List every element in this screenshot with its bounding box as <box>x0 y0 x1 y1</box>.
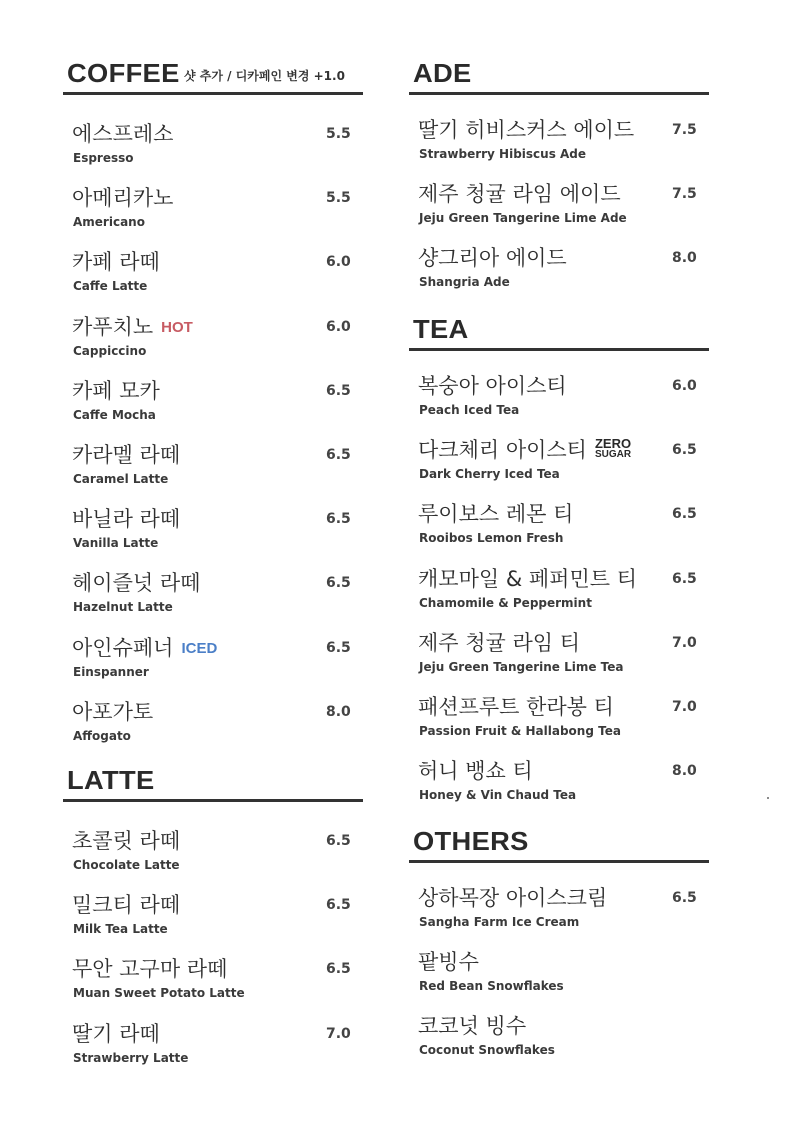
coffee-section <box>63 55 363 743</box>
item-price: 6.5 <box>326 639 351 656</box>
item-name-english: Jeju Green Tangerine Lime Ade <box>419 211 627 226</box>
menu-item-honey-and-vin-chaud-tea <box>409 755 709 815</box>
menu-item-americano <box>63 182 363 242</box>
menu-item-strawberry-hibiscus-ade <box>409 114 709 174</box>
item-price: 6.5 <box>672 890 697 906</box>
item-price: 7.5 <box>672 122 697 138</box>
menu-item-jeju-green-tangerine-lime-ade <box>409 178 709 238</box>
others-section <box>409 823 709 1058</box>
zero-sugar-tag <box>595 438 631 460</box>
menu-item-hazelnut-latte <box>63 567 363 627</box>
item-name-english: Chamomile & Peppermint <box>419 595 592 610</box>
item-name-korean-text: 다크체리 아이스티 <box>418 438 587 463</box>
item-price: 7.0 <box>672 699 697 715</box>
item-name-korean <box>418 1010 526 1040</box>
item-name-korean-text: 카푸치노 <box>72 314 154 339</box>
menu-item-chocolate-latte <box>63 825 363 885</box>
iced-tag: ICED <box>181 639 218 657</box>
shot-decaf-note: 샷 추가 / 디카페인 변경 +1.0 <box>184 69 345 83</box>
item-name-english: Dark Cherry Iced Tea <box>419 467 560 482</box>
tea-section <box>409 311 709 803</box>
tea-header <box>409 311 709 351</box>
item-price: 6.0 <box>326 254 351 271</box>
item-name-english: Cappiccino <box>73 343 147 358</box>
item-name-korean <box>418 370 567 400</box>
item-name-korean-text: 허니 뱅쇼 티 <box>418 759 533 784</box>
menu-item-rooibos-lemon-fresh <box>409 498 709 558</box>
item-price: 6.5 <box>326 897 351 914</box>
coffee-header <box>63 55 363 95</box>
item-name-korean-text: 카페 모카 <box>72 378 160 403</box>
item-name-korean <box>72 182 173 212</box>
item-name-english: Espresso <box>73 151 134 165</box>
item-name-korean <box>418 178 621 208</box>
item-name-korean <box>72 696 153 726</box>
menu-item-dark-cherry-iced-tea <box>409 434 709 494</box>
item-name-english: Vanilla Latte <box>73 536 159 551</box>
item-price: 6.5 <box>672 570 697 587</box>
menu-item-milk-tea-latte <box>63 889 363 949</box>
item-price: 7.0 <box>672 634 697 651</box>
item-price: 6.5 <box>326 447 351 463</box>
item-name-korean-text: 딸기 라떼 <box>72 1021 160 1046</box>
item-name-korean <box>72 825 180 855</box>
item-name-korean <box>418 242 567 272</box>
item-name-korean-text: 복숭아 아이스티 <box>418 374 567 398</box>
item-price: 6.5 <box>326 961 351 978</box>
item-name-korean-text: 헤이즐넛 라떼 <box>72 571 201 596</box>
others-header <box>409 823 709 863</box>
item-name-english: Caffe Latte <box>73 279 148 294</box>
item-name-english: Hazelnut Latte <box>73 600 173 615</box>
menu-item-caffe-mocha <box>63 375 363 435</box>
item-name-english: Americano <box>73 215 145 230</box>
menu-item-caffe-latte <box>63 246 363 306</box>
item-price: 6.5 <box>326 833 351 849</box>
zero-sugar-tag-line: ZERO <box>594 436 632 452</box>
item-price: 6.5 <box>326 382 351 399</box>
zero-sugar-tag-line: SUGAR <box>594 449 632 461</box>
item-name-korean-text: 밀크티 라떼 <box>72 893 181 918</box>
menu-item-espresso <box>63 118 363 178</box>
item-name-korean <box>418 563 637 593</box>
item-name-english: Milk Tea Latte <box>73 922 168 937</box>
item-name-korean-text: 카라멜 라떼 <box>72 443 181 467</box>
item-name-english: Caramel Latte <box>73 472 169 486</box>
menu-item-strawberry-latte <box>63 1018 363 1078</box>
item-name-korean-text: 무안 고구마 라떼 <box>72 957 228 982</box>
item-price: 5.5 <box>326 126 351 142</box>
item-price: 6.0 <box>326 318 351 335</box>
item-name-english: Strawberry Hibiscus Ade <box>419 147 587 161</box>
menu-item-jeju-green-tangerine-lime-tea <box>409 627 709 687</box>
item-price: 7.5 <box>672 186 697 203</box>
item-price: 6.5 <box>326 511 351 528</box>
item-name-english: Chocolate Latte <box>73 858 180 872</box>
hot-tag: HOT <box>161 318 193 336</box>
item-name-english: Jeju Green Tangerine Lime Tea <box>419 659 624 674</box>
item-price: 6.5 <box>672 506 697 523</box>
menu-item-coconut-snowflakes <box>409 1010 709 1070</box>
item-name-korean <box>72 118 173 148</box>
item-name-korean <box>72 439 180 469</box>
menu-item-vanilla-latte <box>63 503 363 563</box>
item-name-korean <box>418 946 479 976</box>
item-name-korean <box>72 246 160 276</box>
item-name-korean <box>418 882 607 912</box>
item-name-korean-text: 샹그리아 에이드 <box>418 246 567 271</box>
item-name-korean <box>72 889 180 919</box>
item-name-english: Red Bean Snowflakes <box>419 979 564 994</box>
item-name-korean <box>72 375 160 405</box>
item-price: 6.0 <box>672 378 697 394</box>
item-name-korean-text: 아메리카노 <box>72 186 174 211</box>
paper-speck <box>767 797 769 799</box>
item-name-korean <box>418 434 631 464</box>
item-price: 7.0 <box>326 1025 351 1042</box>
item-name-korean <box>72 953 227 983</box>
item-name-korean-text: 상하목장 아이스크림 <box>418 886 608 910</box>
item-name-korean-text: 캐모마일 & 페퍼민트 티 <box>418 566 637 591</box>
item-name-english: Honey & Vin Chaud Tea <box>419 788 577 803</box>
menu-item-chamomile-and-peppermint <box>409 563 709 623</box>
item-name-korean <box>72 1018 160 1048</box>
menu-item-passion-fruit-and-hallabong-tea <box>409 691 709 751</box>
item-name-korean-text: 에스프레소 <box>72 122 174 146</box>
menu-item-caramel-latte <box>63 439 363 499</box>
section-title: ADE <box>413 58 472 88</box>
item-price: 8.0 <box>326 703 351 720</box>
item-price: 8.0 <box>672 763 697 780</box>
latte-section <box>63 762 363 1065</box>
item-name-english: Caffe Mocha <box>73 407 156 422</box>
item-name-korean <box>418 755 533 785</box>
item-name-english: Peach Iced Tea <box>419 403 520 417</box>
item-name-korean-text: 아인슈페너 <box>72 635 174 660</box>
item-name-korean-text: 제주 청귤 라임 티 <box>418 630 581 655</box>
item-name-korean-text: 아포가토 <box>72 699 154 724</box>
section-title: LATTE <box>67 765 155 795</box>
menu-item-shangria-ade <box>409 242 709 302</box>
section-title: OTHERS <box>413 826 529 856</box>
section-title: COFFEE <box>67 58 180 88</box>
item-name-english: Strawberry Latte <box>73 1050 189 1065</box>
item-name-english: Coconut Snowflakes <box>419 1043 555 1058</box>
item-name-english: Passion Fruit & Hallabong Tea <box>419 724 621 738</box>
item-name-english: Rooibos Lemon Fresh <box>419 531 564 546</box>
item-name-korean <box>72 311 193 341</box>
section-title: TEA <box>413 314 469 344</box>
menu-item-cappiccino <box>63 311 363 371</box>
item-name-korean <box>418 691 614 721</box>
menu-item-muan-sweet-potato-latte <box>63 953 363 1013</box>
item-name-korean <box>72 503 180 533</box>
menu-item-affogato <box>63 696 363 756</box>
item-name-english: Shangria Ade <box>419 275 510 290</box>
item-name-korean-text: 초콜릿 라떼 <box>72 829 181 853</box>
item-name-korean-text: 루이보스 레몬 티 <box>418 502 574 527</box>
menu-item-sangha-farm-ice-cream <box>409 882 709 942</box>
item-name-korean-text: 바닐라 라떼 <box>72 507 181 532</box>
item-name-korean-text: 제주 청귤 라임 에이드 <box>418 182 621 207</box>
ade-header <box>409 55 709 95</box>
menu-item-einspanner <box>63 632 363 692</box>
menu-item-peach-iced-tea <box>409 370 709 430</box>
item-name-english: Muan Sweet Potato Latte <box>73 986 245 1001</box>
item-name-korean-text: 카페 라떼 <box>72 250 160 275</box>
item-name-korean-text: 패션프루트 한라봉 티 <box>418 695 614 719</box>
ade-section <box>409 55 709 290</box>
item-name-korean-text: 팥빙수 <box>418 950 479 975</box>
item-price: 6.5 <box>672 442 697 459</box>
item-price: 5.5 <box>326 190 351 207</box>
menu-item-red-bean-snowflakes <box>409 946 709 1006</box>
item-name-korean <box>418 114 634 144</box>
item-name-korean-text: 딸기 히비스커스 에이드 <box>418 118 635 142</box>
item-price: 6.5 <box>326 575 351 592</box>
item-name-english: Einspanner <box>73 664 149 679</box>
item-name-english: Sangha Farm Ice Cream <box>419 915 580 929</box>
item-name-korean-text: 코코넛 빙수 <box>418 1014 527 1039</box>
item-name-korean <box>72 567 200 597</box>
item-name-korean <box>418 627 580 657</box>
item-name-korean <box>418 498 573 528</box>
latte-header <box>63 762 363 802</box>
item-price: 8.0 <box>672 250 697 267</box>
item-name-korean <box>72 632 217 662</box>
item-name-english: Affogato <box>73 728 131 743</box>
